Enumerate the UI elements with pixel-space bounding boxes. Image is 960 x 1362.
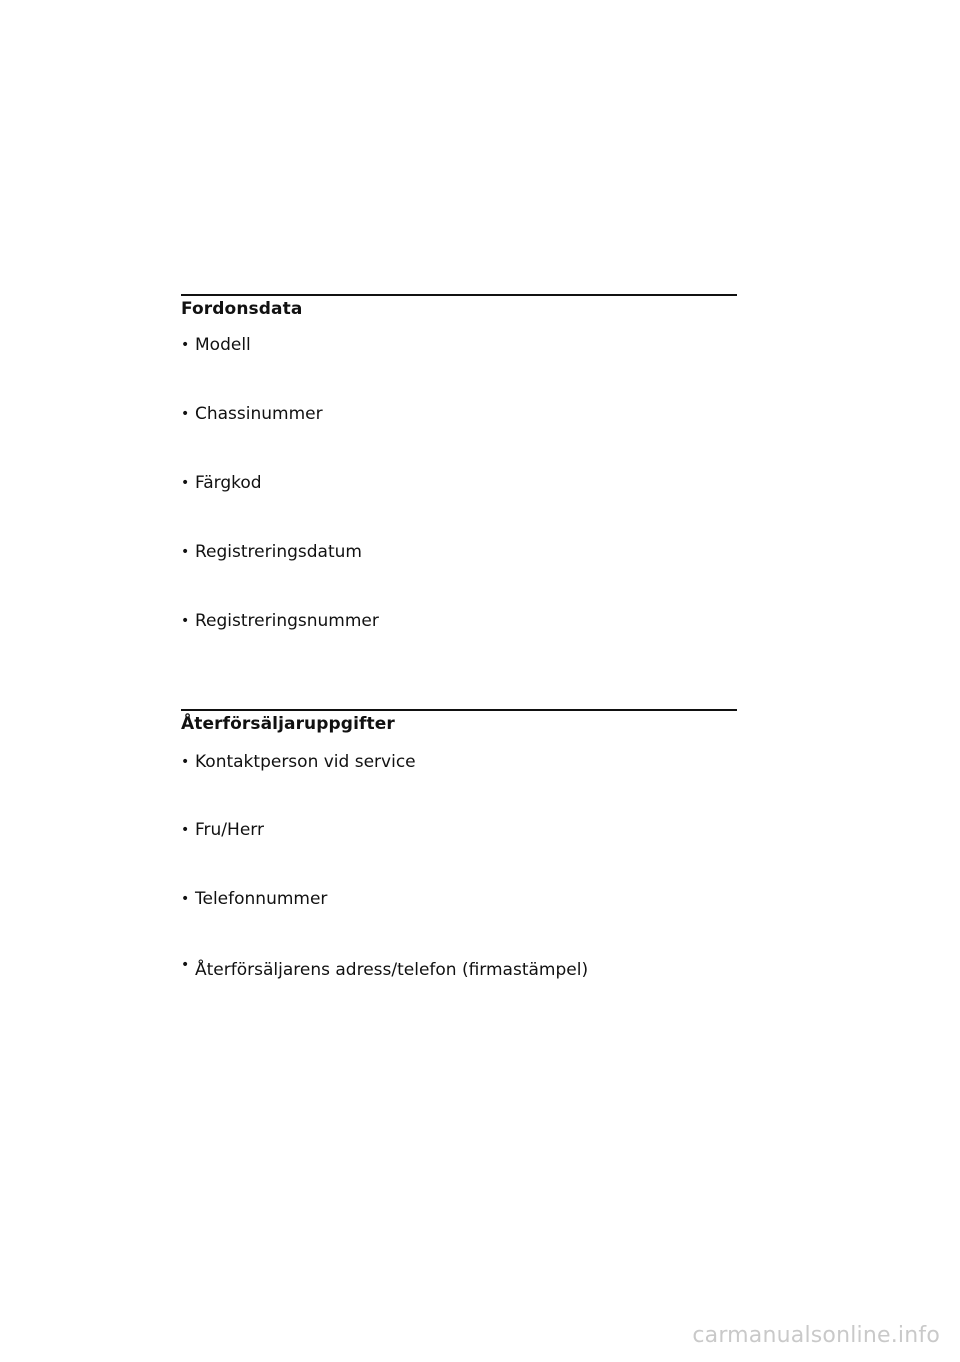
list-item-salutation (181, 819, 264, 841)
item-label: Chassinummer (195, 404, 323, 424)
vehicle-data-title: Fordonsdata (181, 299, 303, 319)
list-item-service-contact (181, 751, 416, 773)
bullet-icon: • (181, 957, 190, 973)
bullet-icon: • (181, 754, 190, 770)
item-label: Fru/Herr (195, 820, 264, 840)
bullet-icon: • (181, 337, 190, 353)
list-item-registration-date (181, 541, 362, 563)
bullet-icon: • (181, 891, 190, 907)
section-divider (181, 294, 737, 296)
item-label: Telefonnummer (195, 889, 328, 909)
item-label: Färgkod (195, 473, 262, 493)
list-item-dealer-address-stamp (181, 959, 588, 981)
item-label: Kontaktperson vid service (195, 752, 416, 772)
list-item-phone-number (181, 888, 327, 910)
item-label: Registreringsdatum (195, 542, 362, 562)
watermark-text: carmanualsonline.info (692, 1323, 940, 1348)
bullet-icon: • (181, 475, 190, 491)
item-label: Modell (195, 335, 251, 355)
dealer-data-section (181, 709, 737, 989)
list-item-registration-number (181, 610, 379, 632)
section-divider (181, 709, 737, 711)
item-label: Registreringsnummer (195, 611, 379, 631)
dealer-data-title: Återförsäljaruppgifter (181, 714, 395, 734)
item-label: Återförsäljarens adress/telefon (firmastämpel) (195, 960, 589, 980)
bullet-icon: • (181, 822, 190, 838)
list-item-model (181, 334, 251, 356)
bullet-icon: • (181, 613, 190, 629)
bullet-icon: • (181, 544, 190, 560)
list-item-chassis-number (181, 403, 323, 425)
bullet-icon: • (181, 406, 190, 422)
list-item-color-code (181, 472, 262, 494)
vehicle-data-section (181, 294, 737, 634)
